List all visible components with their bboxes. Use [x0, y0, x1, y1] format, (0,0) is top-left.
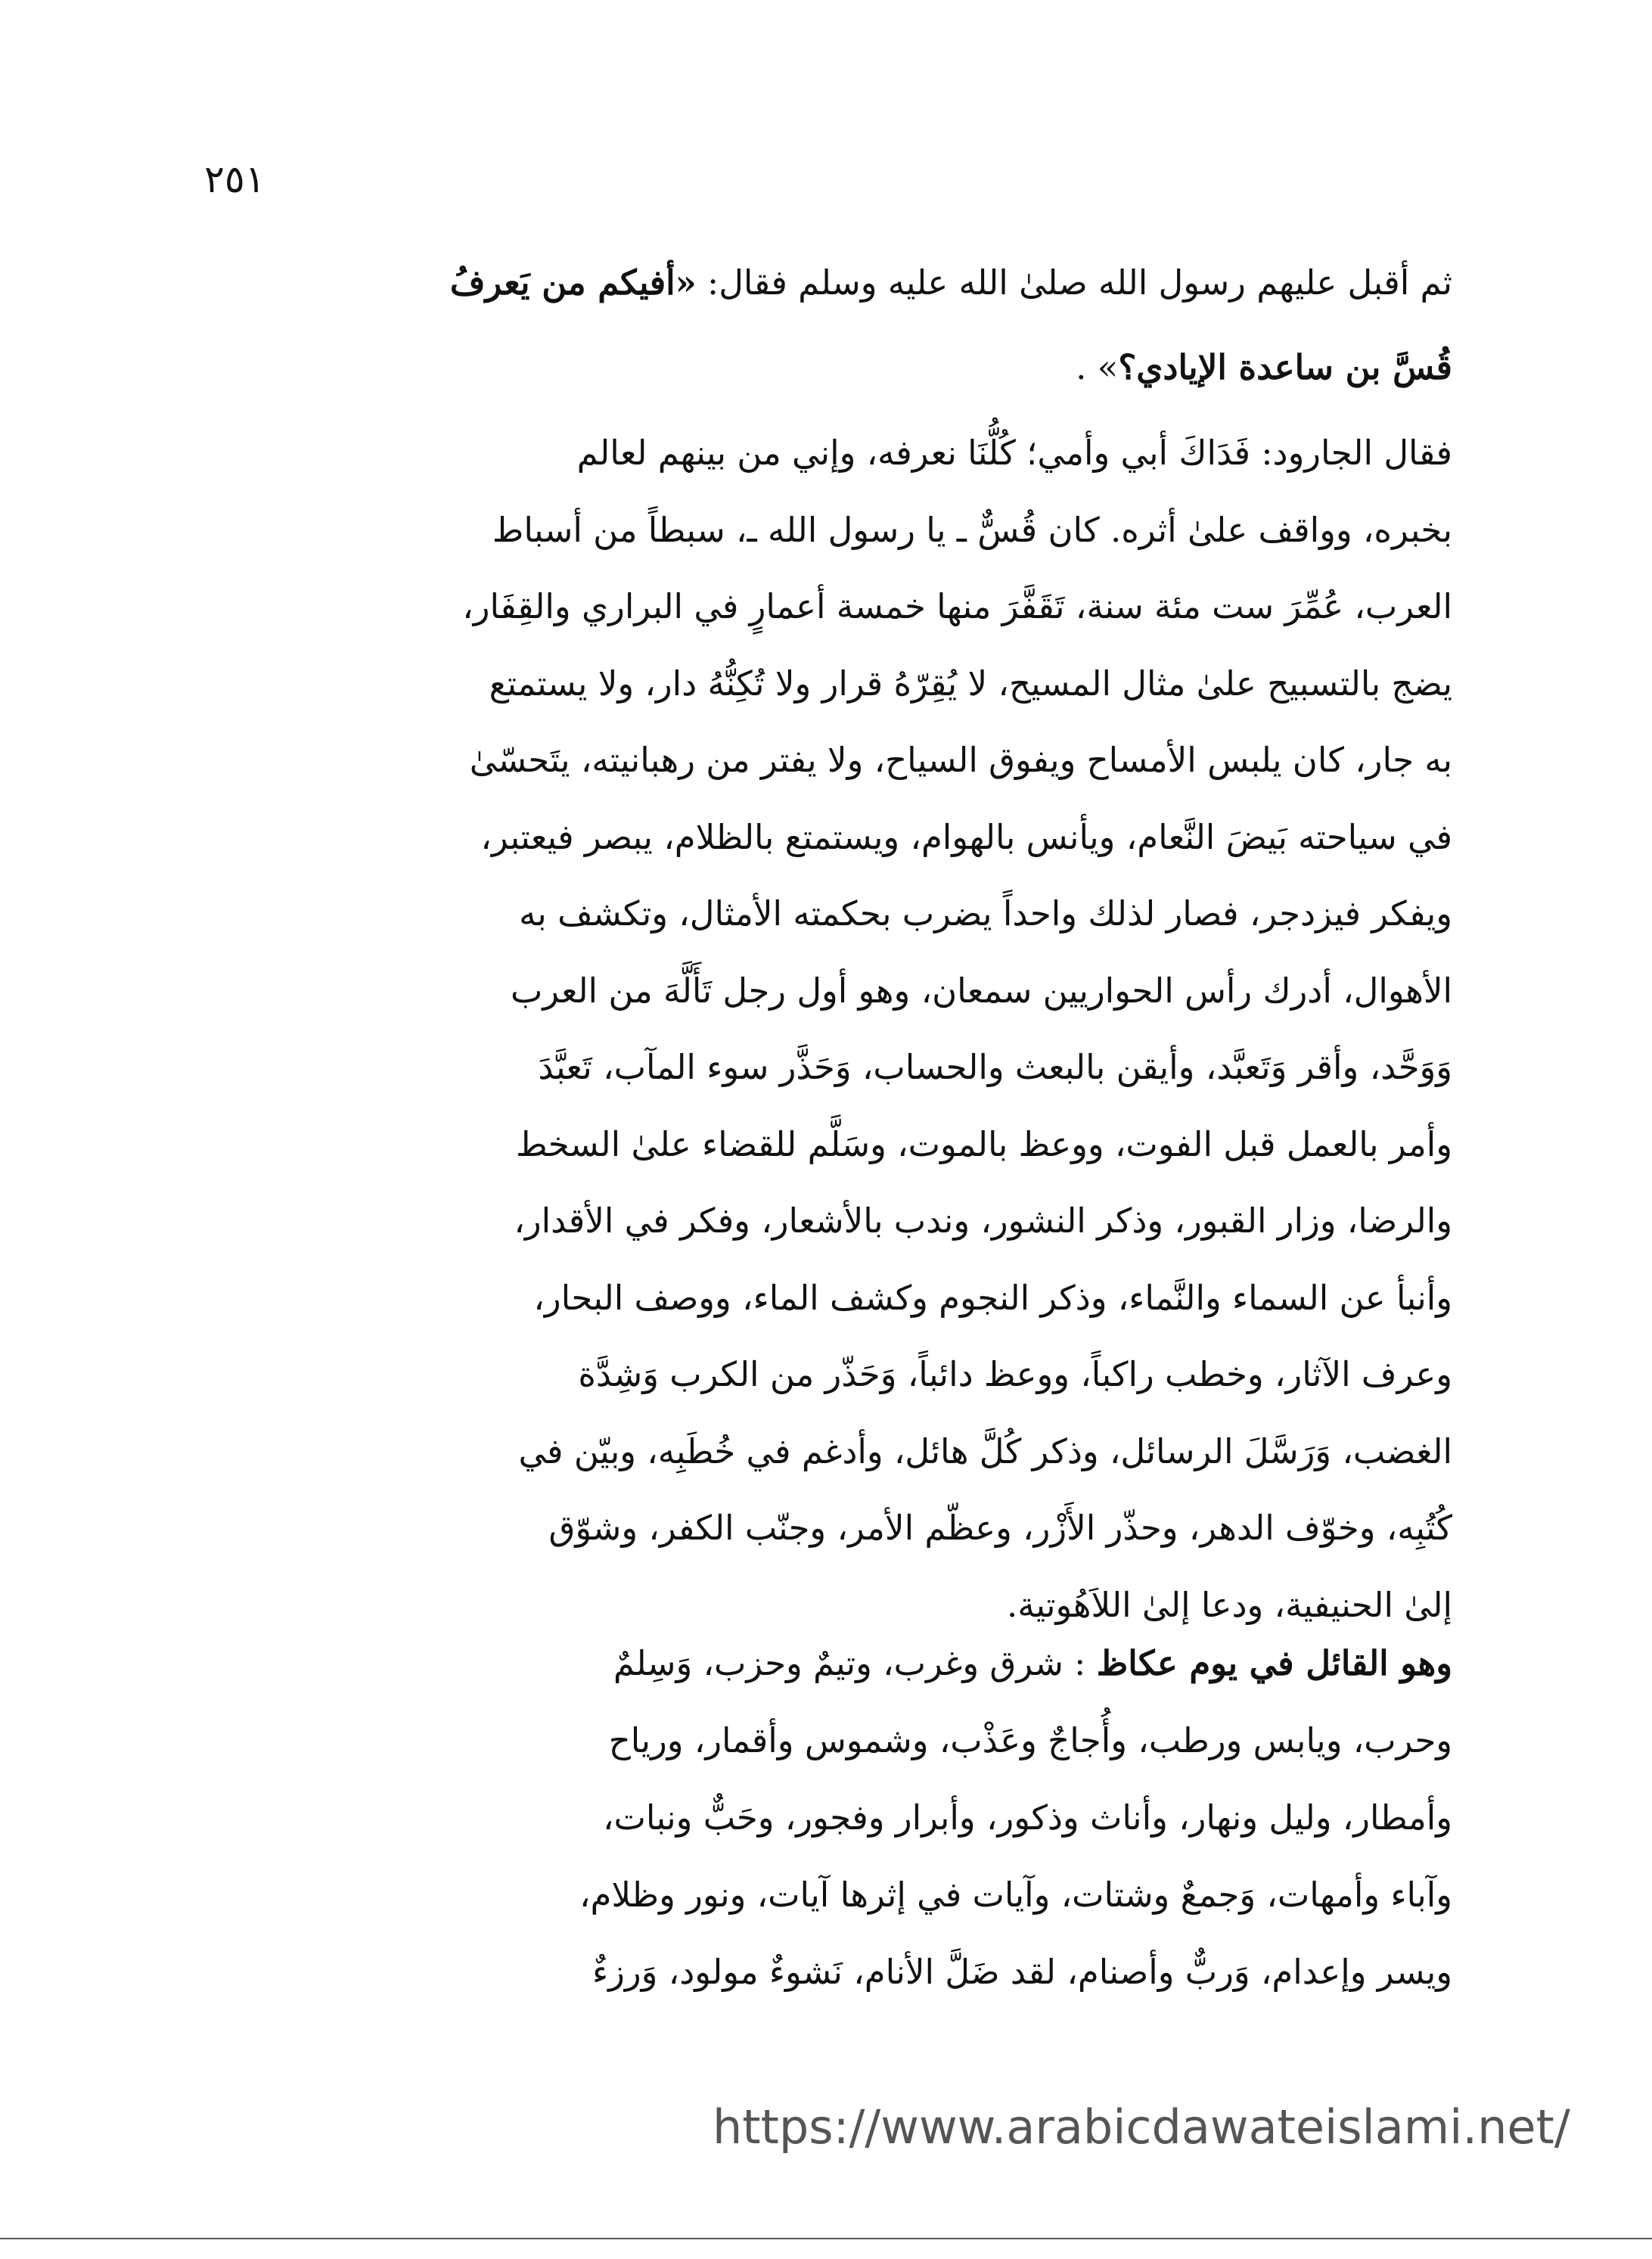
text-line: الغضب، وَرَسَّلَ الرسائل، وذكر كُلَّ هائل، وأدغم في خُطَبِه، وبيّن في — [518, 1431, 1452, 1471]
text-line: والرضا، وزار القبور، وذكر النشور، وندب بالأشعار، وفكر في الأقدار، — [514, 1201, 1452, 1241]
bold-lead: وهو القائل في يوم عكاظ — [1096, 1643, 1452, 1683]
text-line: وعرف الآثار، وخطب راكباً، ووعظ دائباً، وَحَذّر من الكرب وَشِدَّة — [578, 1354, 1452, 1394]
okaz-paragraph — [227, 1625, 1452, 2011]
text-line: به جار، كان يلبس الأمساح ويفوق السياح، ولا يفتر من رهبانيته، يتَحسّىٰ — [469, 740, 1452, 780]
text-line: وأمر بالعمل قبل الفوت، ووعظ بالموت، وسَلَّم للقضاء علىٰ السخط — [516, 1123, 1452, 1164]
text-line — [227, 1625, 1452, 1702]
text-line: وآباء وأمهات، وَجمعٌ وشتات، وآيات في إثرها آيات، ونور وظلام، — [579, 1875, 1452, 1915]
text-line: وَوَحَّد، وأقر وَتَعبَّد، وأيقن بالبعث والحساب، وَحَذَّر سوء المآب، تَعبَّدَ — [538, 1047, 1452, 1087]
opening-paragraph — [227, 241, 1452, 410]
text-segment: ثم أقبل عليهم رسول الله صلىٰ الله عليه وسلم فقال: — [696, 263, 1452, 303]
page-number: ٢٥١ — [204, 157, 266, 201]
text-segment: : شرق وغرب، وتيمٌ وحزب، وَسِلمٌ — [613, 1643, 1097, 1683]
text-line — [227, 241, 1452, 325]
text-line: وأنبأ عن السماء والنَّماء، وذكر النجوم وكشف الماء، ووصف البحار، — [533, 1277, 1452, 1318]
text-line: وحرب، ويابس ورطب، وأُجاجٌ وعَذْب، وشموس وأقمار، ورياح — [608, 1720, 1452, 1760]
text-line: ويسر وإعدام، وَربٌّ وأصنام، لقد ضَلَّ الأنام، نَشوءٌ مولود، وَرزءٌ — [592, 1952, 1452, 1992]
text-line: في سياحته بَيضَ النَّعام، ويأنس بالهوام، ويستمتع بالظلام، يبصر فيعتبر، — [480, 816, 1452, 857]
bold-quote: قُسَّ بن ساعدة الإيادي؟ — [1118, 347, 1452, 387]
text-line: بخبره، وواقف علىٰ أثره. كان قُسٌّ ـ يا رسول الله ـ، سبطاً من أسباط — [492, 509, 1452, 550]
bold-quote: «أفيكم من يَعرفُ — [449, 263, 697, 303]
text-line: ويفكر فيزدجر، فصار لذلك واحداً يضرب بحكمته الأمثال، وتكشف به — [519, 893, 1452, 934]
text-line: الأهوال، أدرك رأس الحواريين سمعان، وهو أول رجل تَأَلَّهَ من العرب — [510, 970, 1452, 1011]
text-segment: » . — [1076, 347, 1119, 387]
text-line: إلىٰ الحنيفية، ودعا إلىٰ اللاَهُوتية. — [1007, 1584, 1452, 1625]
source-url-watermark: https://www.arabicdawateislami.net/ — [713, 2099, 1570, 2155]
text-line: العرب، عُمِّرَ ست مئة سنة، تَقَفَّرَ منها خمسة أعمارٍ في البراري والقِفَار، — [462, 586, 1452, 626]
bottom-rule — [0, 2238, 1652, 2239]
text-line: يضج بالتسبيح علىٰ مثال المسيح، لا يُقِرّهُ قرار ولا تُكِنُّهُ دار، ولا يستمتع — [489, 663, 1452, 704]
text-line: فقال الجارود: فَدَاكَ أبي وأمي؛ كُلُّنَا نعرفه، وإني من بينهم لعالم — [576, 433, 1452, 473]
jarud-paragraph — [227, 415, 1452, 1643]
text-line: وأمطار، وليل ونهار، وأناث وذكور، وأبرار وفجور، وحَبٌّ ونبات، — [602, 1798, 1452, 1838]
text-line: كُتُبِه، وخوّف الدهر، وحذّر الأَزْر، وعظّم الأمر، وجنّب الكفر، وشوّق — [548, 1508, 1452, 1548]
text-line — [227, 325, 1452, 410]
